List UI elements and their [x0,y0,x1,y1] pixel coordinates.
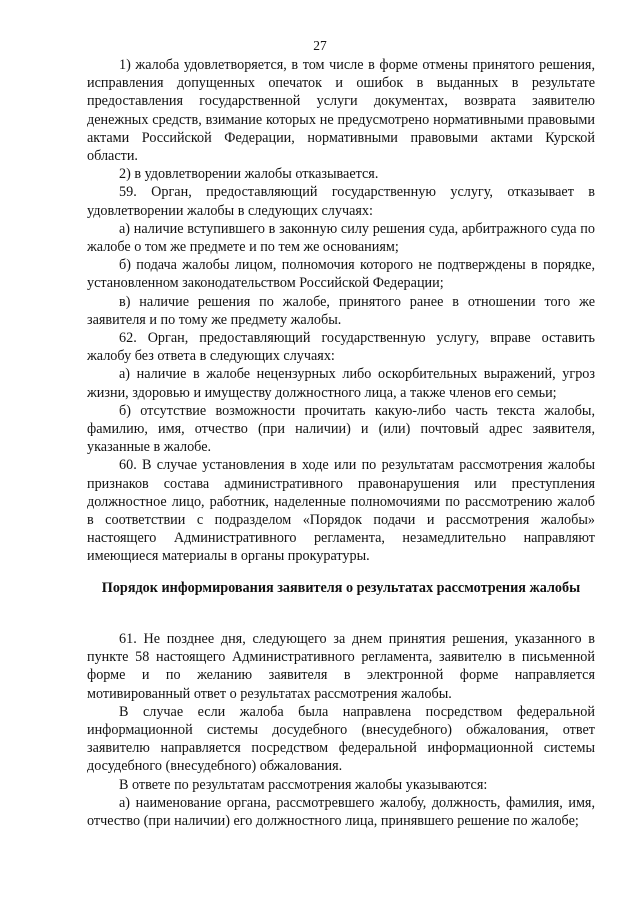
page-number: 27 [313,38,327,53]
paragraph: а) наличие в жалобе нецензурных либо оскорбительных выражений, угроз жизни, здоровью и имуществу должностного лица, а также членов его семьи; [87,366,595,401]
paragraph: 2) в удовлетворении жалобы отказывается. [119,166,379,183]
paragraph: В случае если жалоба была направлена посредством федеральной информационной системы досудебного (внесудебного) обжалования, ответ заявителю направляется посредством федеральной информационной системы досудебного (внесудебного) обжалования. [87,703,595,775]
paragraph: в) наличие решения по жалобе, принятого ранее в отношении того же заявителя и по тому же предмету жалобы. [87,293,595,328]
paragraph: б) подача жалобы лицом, полномочия которого не подтверждены в порядке, установленном законодательством Российской Федерации; [87,257,595,292]
paragraph: а) наличие вступившего в законную силу решения суда, арбитражного суда по жалобе о том же предмете и по тем же основаниям; [87,220,595,256]
paragraph: 62. Орган, предоставляющий государственную услугу, вправе оставить жалобу без ответа в следующих случаях: [87,330,595,365]
document-body-bottom [87,630,595,830]
paragraph: б) отсутствие возможности прочитать какую-либо часть текста жалобы, фамилию, имя, отчество (при наличии) и (или) почтовый адрес заявителя, указанные в жалобе. [87,402,595,456]
paragraph: 59. Орган, предоставляющий государственную услугу, отказывает в удовлетворении жалобы в следующих случаях: [87,184,595,219]
paragraph: а) наименование органа, рассмотревшего жалобу, должность, фамилия, имя, отчество (при наличии) его должностного лица, принявшего решение по жалобе; [87,794,595,830]
paragraph: В ответе по результатам рассмотрения жалобы указываются: [119,776,488,793]
paragraph: 61. Не позднее дня, следующего за днем принятия решения, указанного в пункте 58 настоящего Административного регламента, заявителю в письменной форме и по желанию заявителя в электронной форме направляется мотивированный ответ о результатах рассмотрения жалобы. [87,631,595,702]
section-heading: Порядок информирования заявителя о результатах рассмотрения жалобы [101,580,581,596]
document-body-top [87,56,595,566]
paragraph: 60. В случае установления в ходе или по результатам рассмотрения жалобы признаков состава административного правонарушения или преступления должностное лицо, работник, наделенные полномочиями по рассмотрению жалоб в соответствии с подразделом «Порядок подачи и рассмотрения жалобы» настоящего Административного регламента, незамедлительно направляют имеющиеся материалы в органы прокуратуры. [87,457,595,565]
paragraph: 1) жалоба удовлетворяется, в том числе в форме отмены принятого решения, исправления допущенных опечаток и ошибок в выданных в результате предоставления государственной услуги документах, возврата заявителю денежных средств, взимание которых не предусмотрено нормативными правовыми актами Российской Федерации, нормативными правовыми актами Курской области. [87,57,595,165]
